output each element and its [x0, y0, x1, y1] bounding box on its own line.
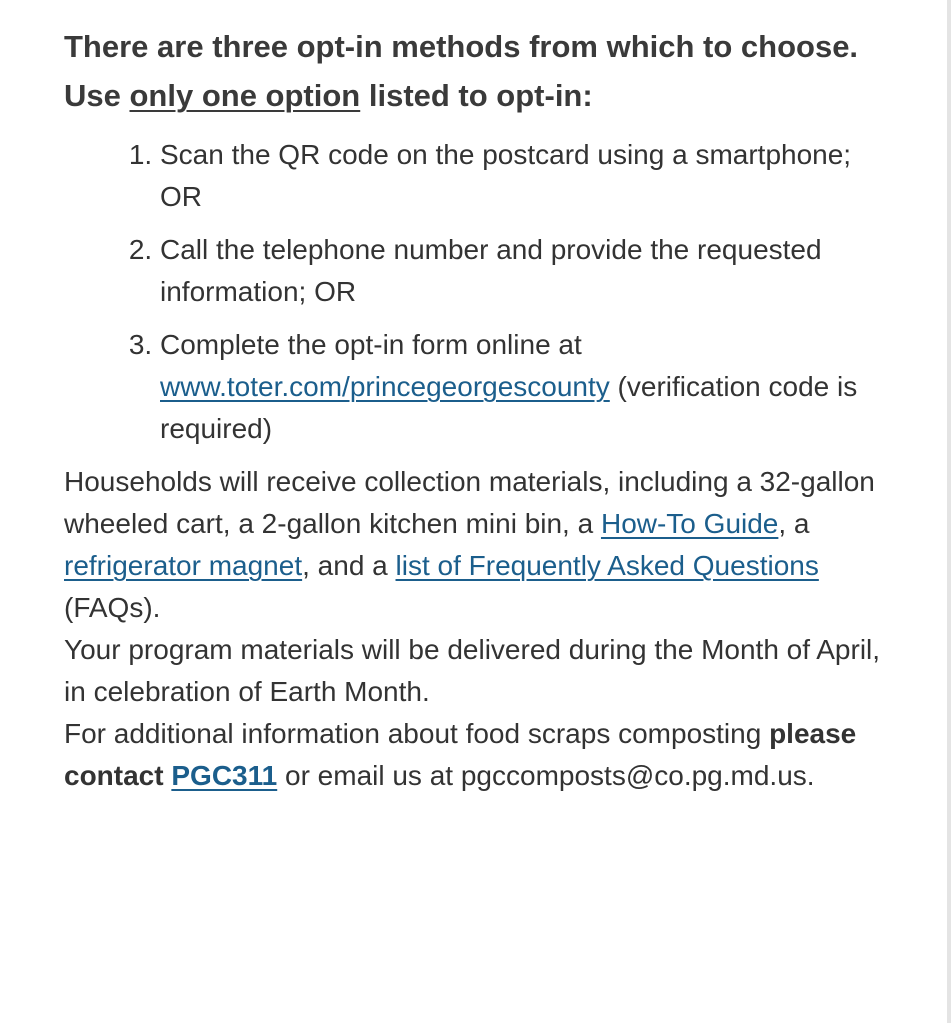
delivery-paragraph: [64, 629, 894, 713]
contact-paragraph: [64, 713, 894, 797]
right-edge-divider: [947, 0, 951, 1023]
refrigerator-magnet-link[interactable]: refrigerator magnet: [64, 550, 303, 581]
toter-opt-in-link[interactable]: www.toter.com/princegeorgescounty: [160, 371, 610, 402]
method-3-text-after: (verification code is required): [160, 371, 858, 444]
contact-text-middle: or email us at: [277, 760, 461, 791]
method-3-text-before: Complete the opt-in form online at: [160, 329, 582, 360]
contact-bold-text: please contact: [64, 718, 857, 791]
list-item: [160, 324, 894, 450]
list-item: [160, 229, 894, 313]
faq-list-link[interactable]: list of Frequently Asked Questions: [395, 550, 819, 581]
intro-text-before: There are three opt-in methods from which to choose. Use: [64, 29, 859, 113]
delivery-text: Your program materials will be delivered during the Month of April, in celebration of Earth Month.: [64, 634, 881, 707]
intro-emphasis: only one option: [129, 78, 361, 113]
method-1-text: Scan the QR code on the postcard using a smartphone; OR: [160, 139, 852, 212]
materials-text-before: Households will receive collection materials, including a 32-gallon wheeled cart, a 2-gallon kitchen mini bin, a: [64, 466, 875, 539]
materials-text-after: (FAQs).: [64, 592, 161, 623]
collection-materials-paragraph: [64, 461, 894, 629]
contact-email: pgccomposts@co.pg.md.us.: [460, 760, 815, 791]
contact-text-before: For additional information about food scraps composting: [64, 718, 770, 749]
intro-text-after: listed to opt-in:: [360, 78, 593, 113]
materials-separator-2: , and a: [302, 550, 396, 581]
pgc311-link[interactable]: PGC311: [171, 760, 278, 791]
opt-in-methods-list: [64, 134, 894, 450]
materials-separator-1: , a: [778, 508, 810, 539]
list-item: [160, 134, 894, 218]
how-to-guide-link[interactable]: How-To Guide: [600, 508, 779, 539]
opt-in-intro-heading: [64, 22, 894, 120]
method-2-text: Call the telephone number and provide the requested information; OR: [160, 234, 822, 307]
article-content: [64, 22, 894, 797]
